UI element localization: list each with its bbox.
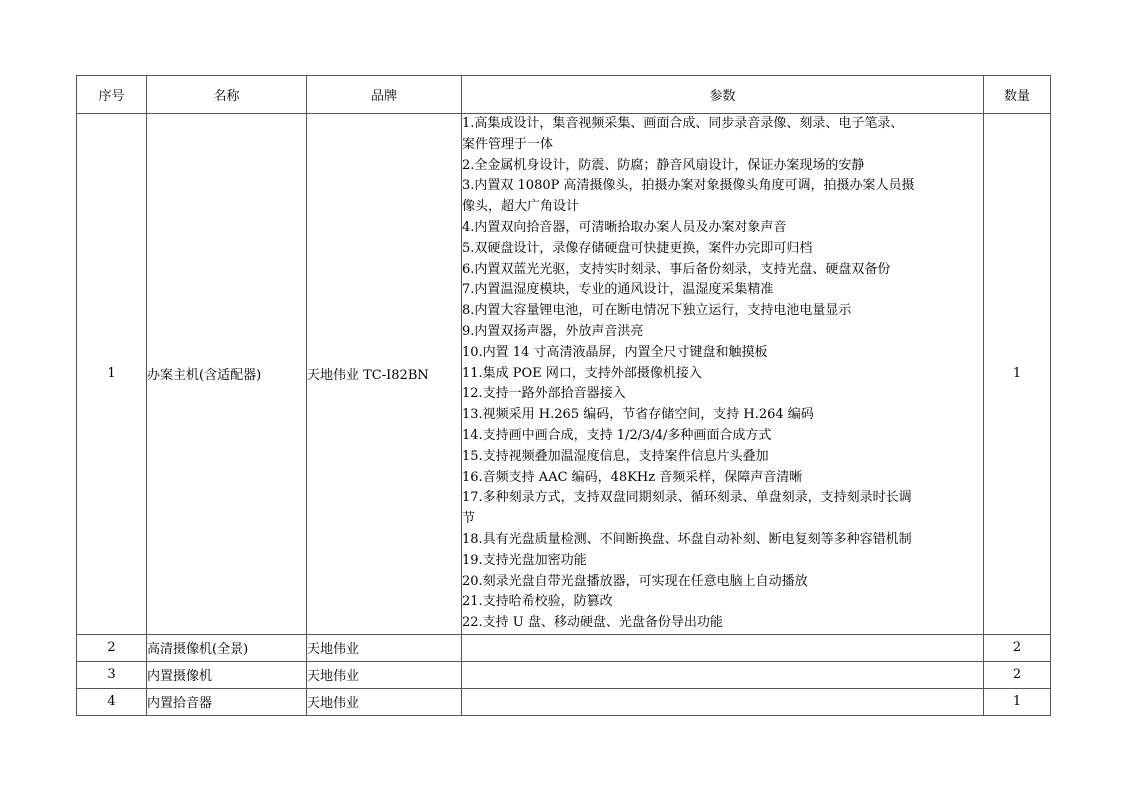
param-line: 11.集成 POE 网口，支持外部摄像机接入	[462, 365, 702, 381]
param-line: 17.多种刻录方式，支持双盘同期刻录、循环刻录、单盘刻录，支持刻录时长调	[462, 490, 912, 506]
header-seq: 序号	[77, 76, 147, 114]
cell-name: 办案主机(含适配器)	[147, 114, 307, 635]
cell-seq: 3	[77, 661, 147, 688]
header-params: 参数	[462, 76, 984, 114]
cell-qty: 1	[984, 114, 1051, 635]
param-line: 13.视频采用 H.265 编码，节省存储空间，支持 H.264 编码	[462, 407, 814, 423]
cell-params	[462, 634, 984, 661]
cell-params	[462, 688, 984, 715]
cell-brand: 天地伟业	[307, 634, 462, 661]
header-brand: 品牌	[307, 76, 462, 114]
param-line: 22.支持 U 盘、移动硬盘、光盘备份导出功能	[462, 615, 723, 631]
cell-qty: 1	[984, 688, 1051, 715]
param-line: 像头，超大广角设计	[462, 199, 580, 215]
table-row	[77, 634, 1051, 661]
param-line: 16.音频支持 AAC 编码，48KHz 音频采样，保障声音清晰	[462, 469, 803, 485]
cell-seq: 1	[77, 114, 147, 635]
header-qty: 数量	[984, 76, 1051, 114]
cell-brand: 天地伟业 TC-I82BN	[307, 114, 462, 635]
param-line: 7.内置温湿度模块，专业的通风设计，温湿度采集精准	[462, 282, 774, 298]
equipment-spec-table	[76, 75, 1051, 716]
param-line: 4.内置双向拾音器，可清晰拾取办案人员及办案对象声音	[462, 219, 787, 235]
param-line: 19.支持光盘加密功能	[462, 552, 587, 568]
param-line: 15.支持视频叠加温湿度信息，支持案件信息片头叠加	[462, 448, 769, 464]
param-line: 9.内置双扬声器，外放声音洪亮	[462, 323, 644, 339]
param-line: 6.内置双蓝光光驱，支持实时刻录、事后备份刻录，支持光盘、硬盘双备份	[462, 261, 891, 277]
table-row	[77, 114, 1051, 635]
cell-brand: 天地伟业	[307, 661, 462, 688]
cell-params	[462, 661, 984, 688]
table-row	[77, 661, 1051, 688]
param-line: 20.刻录光盘自带光盘播放器，可实现在任意电脑上自动播放	[462, 573, 808, 589]
param-line: 1.高集成设计，集音视频采集、画面合成、同步录音录像、刻录、电子笔录、	[462, 116, 904, 131]
param-line: 3.内置双 1080P 高清摄像头，拍摄办案对象摄像头角度可调，拍摄办案人员摄	[462, 178, 915, 194]
table-header-row	[77, 76, 1051, 114]
cell-qty: 2	[984, 634, 1051, 661]
header-name: 名称	[147, 76, 307, 114]
param-line: 21.支持哈希校验，防篡改	[462, 594, 613, 610]
cell-name: 内置摄像机	[147, 661, 307, 688]
param-line: 2.全金属机身设计，防震、防腐；静音风扇设计，保证办案现场的安静	[462, 157, 865, 173]
cell-seq: 4	[77, 688, 147, 715]
param-line: 14.支持画中画合成，支持 1/2/3/4/多种画面合成方式	[462, 427, 772, 443]
param-line: 10.内置 14 寸高清液晶屏，内置全尺寸键盘和触摸板	[462, 344, 768, 360]
cell-name: 内置拾音器	[147, 688, 307, 715]
param-line: 8.内置大容量锂电池，可在断电情况下独立运行，支持电池电量显示	[462, 303, 852, 319]
cell-name: 高清摄像机(全景)	[147, 634, 307, 661]
cell-qty: 2	[984, 661, 1051, 688]
param-line: 案件管理于一体	[462, 136, 554, 152]
cell-params	[462, 114, 984, 635]
cell-seq: 2	[77, 634, 147, 661]
table-row	[77, 688, 1051, 715]
cell-brand: 天地伟业	[307, 688, 462, 715]
param-line: 18.具有光盘质量检测、不间断换盘、坏盘自动补刻、断电复刻等多种容错机制	[462, 531, 912, 547]
param-line: 节	[462, 511, 476, 527]
param-line: 5.双硬盘设计，录像存储硬盘可快捷更换，案件办完即可归档	[462, 240, 813, 256]
param-line: 12.支持一路外部拾音器接入	[462, 386, 626, 402]
